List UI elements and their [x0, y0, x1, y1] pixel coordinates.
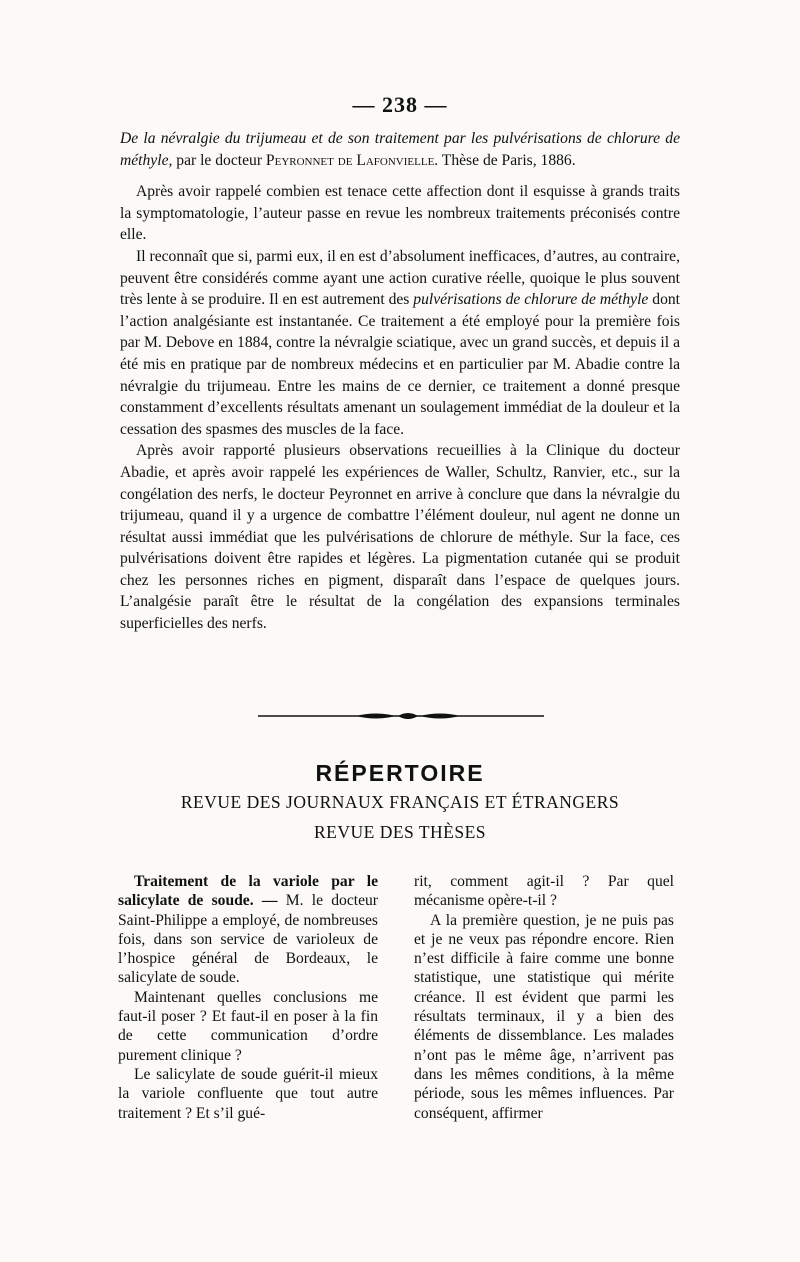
review-paragraph-3: Après avoir rapporté plusieurs observations recueillies à la Clinique du docteur Abadie, et après avoir rappelé les expériences de Waller, Schultz, Ranvier, etc., sur la congélation des nerfs, le docteur Peyronnet en arrive à conclure que dans la névralgie du trijumeau, quand il y a urgence de combattre l’élément douleur, nul agent ne donne un résultat aussi immédiat que les pulvérisations de chlorure de méthyle. Sur la face, ces pulvérisations doivent être rapides et légères. La pigmentation cutanée qui se produit chez les personnes riches en pigment, disparaît dans l’espace de quelques jours. L’analgésie paraît être le résultat de la congélation des expansions terminales superficielles des nerfs.: [120, 442, 680, 633]
review-paragraph-2-a: Il reconnaît que si, parmi eux, il en est d’absolument inefficaces, d’autres, au contraire, peuvent être considérés comme ayant une action curative réelle, quoique le plus souvent très lente à se produire. Il en est autrement des: [120, 247, 680, 309]
article-paragraph-5: A la première question, je ne puis pas et je ne veux pas répondre encore. Rien n’est difficile à faire comme une bonne statistique, une statistique qui mérite créance. Il est évident que parmi les résultats terminaux, il y a bien des éléments de dissemblance. Les malades n’ont pas le même âge, n’arrivent pas dans les mêmes conditions, à la même période, sous les mêmes influences. Par conséquent, affirmer: [414, 911, 674, 1122]
repertoire-title: RÉPERTOIRE: [315, 760, 485, 786]
article-paragraph-3: Le salicylate de soude guérit-il mieux la variole confluente que tout autre traitement ? Et s’il gué-: [118, 1065, 378, 1122]
thesis-citation: [120, 128, 680, 171]
citation-by: par le docteur: [172, 151, 266, 169]
citation-tail: . Thèse de Paris, 1886.: [434, 151, 576, 169]
article-paragraph-1-text: M. le docteur Saint-Philippe a employé, de nombreuses fois, dans son service de varioleux de l’hospice général de Bordeaux, le salicylate de soude.: [118, 892, 378, 987]
article-column-right: [414, 872, 674, 1123]
thesis-title: De la névralgie du trijumeau et de son traitement par les pulvérisations de chlorure de méthyle,: [120, 130, 680, 169]
page-number: — 238 —: [352, 92, 448, 117]
article-paragraph-2: Maintenant quelles conclusions me faut-il poser ? Et faut-il en poser à la fin de cette communication d’ordre purement clinique ?: [118, 988, 378, 1064]
thesis-author: Peyronnet de Lafonvielle: [265, 151, 435, 169]
thesis-review: [120, 128, 680, 635]
review-paragraph-1: Après avoir rappelé combien est tenace cette affection dont il esquisse à grands traits la symptomatologie, l’auteur passe en revue les nombreux traitements préconisés contre elle.: [120, 183, 680, 244]
article-column-left: [118, 872, 378, 1123]
review-paragraph-2-b: dont l’action analgésiante est instantanée. Ce traitement a été employé pour la première fois par M. Debove en 1884, contre la névralgie sciatique, avec un grand succès, et depuis il a été mis en pratique par de nombreux médecins et en particulier par M. Abadie contre la névralgie du trijumeau. Entre les mains de ce dernier, ce traitement a donné presque constamment d’excellents résultats amenant un soulagement immédiat de la douleur et la cessation des spasmes des muscles de la face.: [120, 291, 680, 438]
article-paragraph-4: rit, comment agit-il ? Par quel mécanisme opère-t-il ?: [414, 873, 674, 910]
article-heading: Traitement de la variole par le salicylate de soude. —: [118, 873, 378, 910]
review-paragraph-2: [120, 246, 680, 440]
article-paragraph-1: [118, 872, 378, 988]
review-paragraph-2-italic: pulvérisations de chlorure de méthyle: [413, 291, 649, 309]
ornamental-divider: [258, 710, 544, 722]
repertoire-subtitle-theses: REVUE DES THÈSES: [314, 822, 486, 842]
repertoire-subtitle-journals: REVUE DES JOURNAUX FRANÇAIS ET ÉTRANGERS: [180, 792, 620, 812]
